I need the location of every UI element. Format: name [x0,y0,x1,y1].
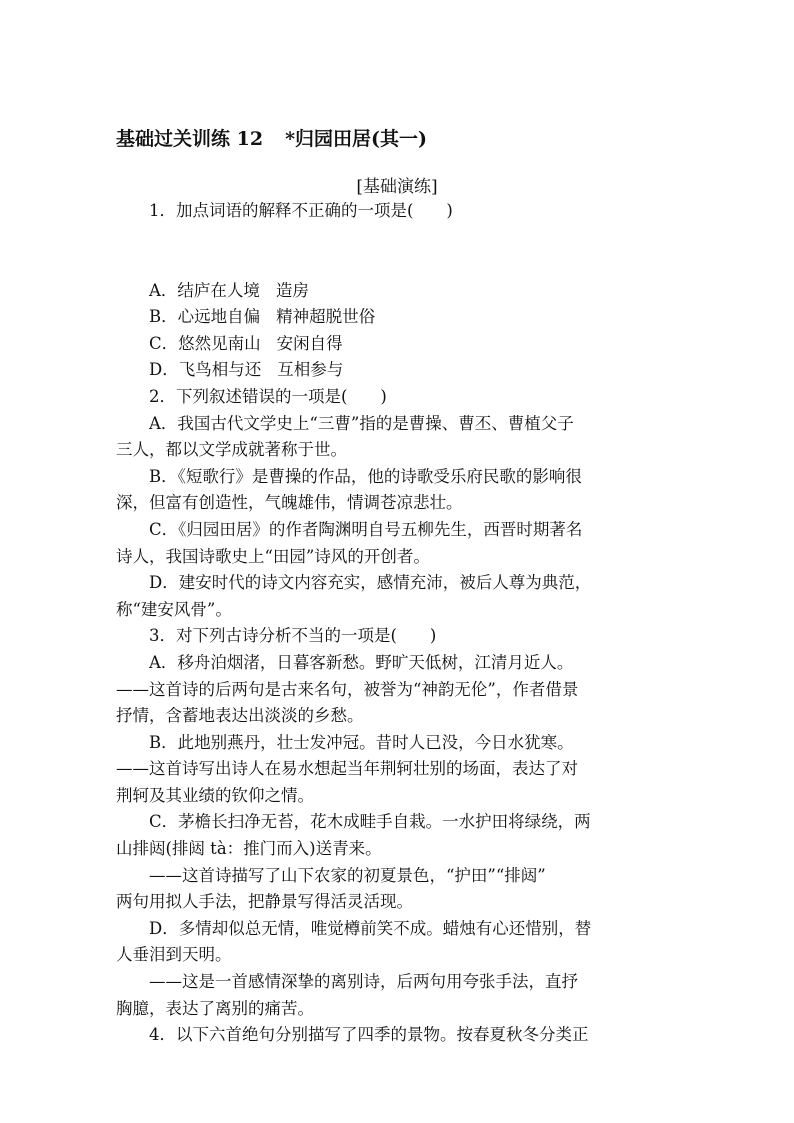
q1-option-b: B．心远地自偏 精神超脱世俗 [149,307,376,327]
q3-option-c-line4: 两句用拟人手法，把静景写得活灵活现。 [116,892,413,912]
q4-stem: 4．以下六首绝句分别描写了四季的景物。按春夏秋冬分类正 [149,1025,589,1045]
q2-option-b-line1: B．《短歌行》是曹操的作品，他的诗歌受乐府民歌的影响很 [149,466,582,486]
q2-option-d-line2: 称“建安风骨”。 [116,599,232,619]
q3-option-c-line2: 山排闼(排闼 tà：推门而入)送青来。 [116,839,382,859]
q3-option-d-line4: 胸臆，表达了离别的痛苦。 [116,998,314,1018]
q3-option-c-line1: C．茅檐长扫净无苔，花木成畦手自栽。一水护田将绿绕，两 [149,812,591,832]
q3-stem: 3．对下列古诗分析不当的一项是( ) [149,626,437,646]
section-heading: [基础演练] [356,177,438,197]
q1-option-c: C．悠然见南山 安闲自得 [149,333,343,353]
q1-option-a: A．结庐在人境 造房 [149,280,309,300]
page-title [116,124,427,151]
q3-option-d-line1: D．多情却似总无情，唯觉樽前笑不成。蜡烛有心还惜别，替 [149,918,592,938]
q3-option-b-line3: 荆轲及其业绩的钦仰之情。 [116,785,314,805]
q2-option-b-line2: 深，但富有创造性，气魄雄伟，情调苍凉悲壮。 [116,493,463,513]
document-body [116,198,680,1049]
q2-option-d-line1: D．建安时代的诗文内容充实，感情充沛，被后人尊为典范， [149,573,592,593]
q1-stem: 1．加点词语的解释不正确的一项是( ) [149,201,453,220]
q1-option-d: D．飞鸟相与还 互相参与 [149,360,344,380]
q3-option-c-line3: ——这首诗描写了山下农家的初夏景色，“护田”“排闼” [149,865,546,885]
q2-option-c-line2: 诗人，我国诗歌史上“田园”诗风的开创者。 [116,546,430,566]
q3-option-d-line2: 人垂泪到天明。 [116,945,232,965]
q2-option-c-line1: C．《归园田居》的作者陶渊明自号五柳先生，西晋时期著名 [149,519,583,539]
q3-option-d-line3: ——这是一首感情深挚的离别诗，后两句用夸张手法，直抒 [149,972,578,992]
q1-spacer [116,225,680,278]
q3-option-a-line3: 抒情，含蓄地表达出淡淡的乡愁。 [116,706,364,726]
title-main: 基础过关训练 12 [116,128,264,150]
q2-stem: 2．下列叙述错误的一项是( ) [149,386,387,406]
q3-option-b-line2: ——这首诗写出诗人在易水想起当年荆轲壮别的场面，表达了对 [116,759,578,779]
title-sub: *归园田居(其一) [285,128,427,150]
q3-option-b-line1: B．此地别燕丹，壮士发冲冠。昔时人已没，今日水犹寒。 [149,732,574,752]
q3-option-a-line1: A．移舟泊烟渚，日暮客新愁。野旷天低树，江清月近人。 [149,652,574,672]
q3-option-a-line2: ——这首诗的后两句是古来名句，被誉为“神韵无伦”，作者借景 [116,679,579,699]
q2-option-a-line1: A．我国古代文学史上“三曹”指的是曹操、曹丕、曹植父子 [149,413,574,433]
q2-option-a-line2: 三人，都以文学成就著称于世。 [116,440,347,460]
